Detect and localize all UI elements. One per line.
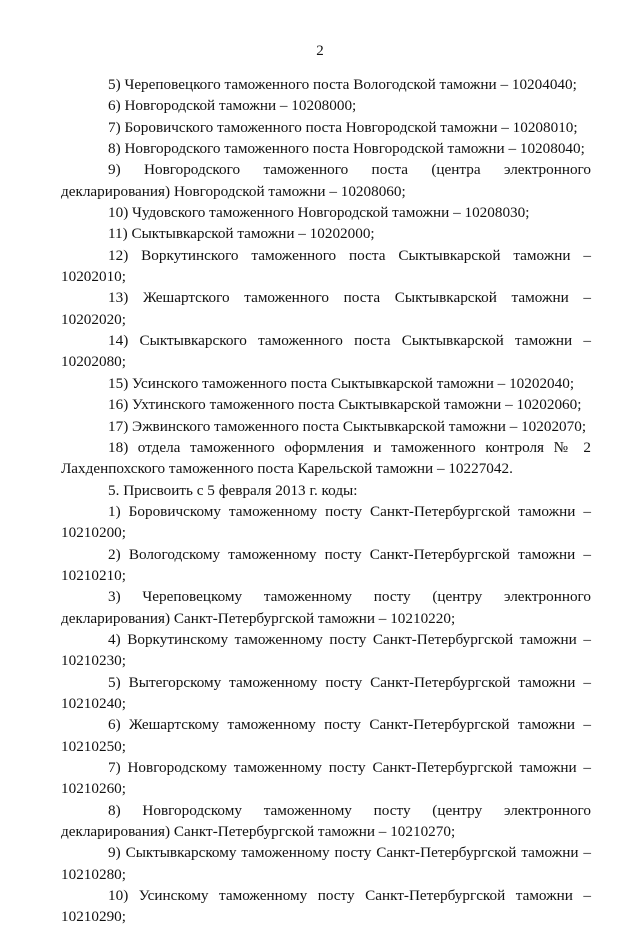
code-item-9-line-2: 10210280; <box>61 865 126 883</box>
code-item-10-line-2: 10210290; <box>61 908 126 926</box>
code-item-10 <box>61 885 591 928</box>
code-item-8-line-2: декларирования) Санкт-Петербургской таможни – 10210270; <box>61 823 456 841</box>
section-5-heading: 5. Присвоить с 5 февраля 2013 г. коды: <box>108 481 358 499</box>
list-item-14-line-2: 10202080; <box>61 353 126 371</box>
code-item-3 <box>61 586 591 629</box>
code-item-5-line-2: 10210240; <box>61 694 126 712</box>
list-item-9-line-2: декларирования) Новгородской таможни – 10208060; <box>61 182 406 200</box>
list-item-8: 8) Новгородского таможенного поста Новгородской таможни – 10208040; <box>108 140 585 158</box>
code-item-10-line-1: 10) Усинскому таможенному посту Санкт-Петербургской таможни – <box>108 887 591 905</box>
list-item-13: 13) Жешартского таможенного поста Сыктывкарской таможни – 10202020; <box>61 289 591 328</box>
code-item-5-line-1: 5) Вытегорскому таможенному посту Санкт-Петербургской таможни – <box>108 673 591 691</box>
code-item-9-line-1: 9) Сыктывкарскому таможенному посту Санкт-Петербургской таможни – <box>108 844 591 862</box>
list-item-17: 17) Эжвинского таможенного поста Сыктывкарской таможни – 10202070; <box>108 417 587 435</box>
list-item-18 <box>61 437 591 480</box>
list-item-14 <box>61 330 591 373</box>
code-item-6-line-1: 6) Жешартскому таможенному посту Санкт-Петербургской таможни – <box>108 716 591 734</box>
code-item-1-line-1: 1) Боровичскому таможенному посту Санкт-Петербургской таможни – <box>108 502 591 520</box>
list-item-16: 16) Ухтинского таможенного поста Сыктывкарской таможни – 10202060; <box>108 396 582 414</box>
code-item-4 <box>61 629 591 672</box>
code-item-7-line-2: 10210260; <box>61 780 126 798</box>
list-item-14-line-1: 14) Сыктывкарского таможенного поста Сыктывкарской таможни – <box>108 332 591 350</box>
list-item-18-line-1: 18) отдела таможенного оформления и таможенного контроля № 2 <box>108 438 591 456</box>
code-item-3-line-1: 3) Череповецкому таможенному посту (центру электронного <box>108 588 591 606</box>
code-item-3-line-2: декларирования) Санкт-Петербургской таможни – 10210220; <box>61 609 456 627</box>
code-item-1 <box>61 501 591 544</box>
code-item-4-line-1: 4) Воркутинскому таможенному посту Санкт-Петербургской таможни – <box>108 630 591 648</box>
code-item-6 <box>61 714 591 757</box>
code-item-4-line-2: 10210230; <box>61 652 126 670</box>
code-item-2-line-1: 2) Вологодскому таможенному посту Санкт-Петербургской таможни – <box>108 545 591 563</box>
code-item-8 <box>61 800 591 843</box>
list-item-9-line-1: 9) Новгородского таможенного поста (центра электронного <box>108 161 591 179</box>
document-body <box>61 74 591 928</box>
list-item-18-line-2: Лахденпохского таможенного поста Карельской таможни – 10227042. <box>61 460 513 478</box>
list-item-9 <box>61 159 591 202</box>
code-item-8-line-1: 8) Новгородскому таможенному посту (центру электронного <box>108 801 591 819</box>
list-item-7: 7) Боровичского таможенного поста Новгородской таможни – 10208010; <box>108 118 578 136</box>
list-item-15: 15) Усинского таможенного поста Сыктывкарской таможни – 10202040; <box>108 374 575 392</box>
code-item-5 <box>61 672 591 715</box>
list-item-11: 11) Сыктывкарской таможни – 10202000; <box>108 225 375 243</box>
list-item-12: 12) Воркутинского таможенного поста Сыктывкарской таможни – 10202010; <box>61 246 591 286</box>
code-item-2-line-2: 10210210; <box>61 566 126 584</box>
page-number: 2 <box>316 43 324 59</box>
code-item-7 <box>61 757 591 800</box>
list-item-5: 5) Череповецкого таможенного поста Вологодской таможни – 10204040; <box>108 76 577 93</box>
code-item-1-line-2: 10210200; <box>61 524 126 542</box>
code-item-7-line-1: 7) Новгородскому таможенному посту Санкт-Петербургской таможни – <box>108 759 591 776</box>
list-item-10: 10) Чудовского таможенного Новгородской таможни – 10208030; <box>108 204 530 222</box>
code-item-2 <box>61 544 591 587</box>
code-item-9 <box>61 842 591 885</box>
code-item-6-line-2: 10210250; <box>61 737 126 755</box>
list-item-6: 6) Новгородской таможни – 10208000; <box>108 97 357 115</box>
